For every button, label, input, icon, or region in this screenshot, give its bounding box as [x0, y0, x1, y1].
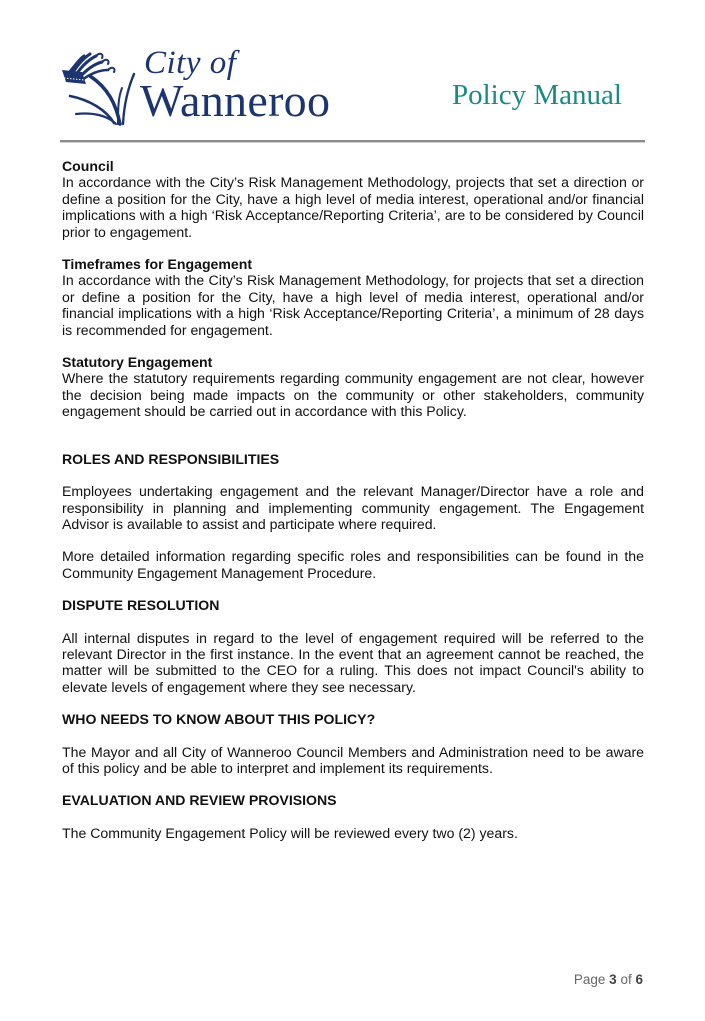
- of-label: of: [620, 972, 632, 987]
- document-body: [62, 158, 644, 841]
- section-statutory: [62, 354, 644, 420]
- policy-manual-title: Policy Manual: [452, 79, 622, 111]
- current-page-number: 3: [609, 972, 617, 987]
- paragraph-who-needs-to-know: The Mayor and all City of Wanneroo Council Members and Administration need to be aware of this policy and be able to interpret and implement its requirements.: [62, 743, 644, 776]
- paragraph-dispute-resolution: All internal disputes in regard to the level of engagement required will be referred to the relevant Director in the first instance. In the event that an agreement cannot be reached, the matter will be submitted to the CEO for a ruling. This does not impact Council's ability to elevate levels of engagement where they see necessary.: [62, 629, 644, 695]
- page-label: Page: [573, 972, 606, 987]
- heading-dispute-resolution: DISPUTE RESOLUTION: [62, 597, 220, 614]
- heading-roles-and-responsibilities: ROLES AND RESPONSIBILITIES: [62, 450, 280, 467]
- subheading-statutory: Statutory Engagement: [62, 354, 213, 371]
- page-number: [574, 972, 643, 987]
- city-of-wanneroo-logo: [60, 46, 330, 126]
- paragraph-roles-1: Employees undertaking engagement and the relevant Manager/Director have a role and responsibility in planning and implementing community engagement. The Engagement Advisor is available to assist and participate where required.: [62, 483, 644, 532]
- heading-who-needs-to-know: WHO NEEDS TO KNOW ABOUT THIS POLICY?: [62, 711, 376, 728]
- header-divider: [60, 140, 645, 143]
- section-timeframes: [62, 256, 644, 338]
- heading-evaluation-and-review: EVALUATION AND REVIEW PROVISIONS: [62, 792, 337, 809]
- logo-text-city-of: City of: [144, 45, 237, 81]
- subheading-council: Council: [62, 158, 114, 174]
- logo-text-wanneroo: Wanneroo: [140, 75, 331, 126]
- paragraph-statutory: Where the statutory requirements regarding community engagement are not clear, however the decision being made impacts on the community or other stakeholders, community engagement should be carried out in accordance with this Policy.: [62, 370, 644, 420]
- subheading-timeframes: Timeframes for Engagement: [62, 256, 253, 273]
- total-pages-number: 6: [635, 972, 643, 987]
- paragraph-roles-2: More detailed information regarding specific roles and responsibilities can be found in the Community Engagement Management Procedure.: [62, 548, 644, 581]
- paragraph-timeframes: In accordance with the City’s Risk Management Methodology, for projects that set a direction or define a position for the City, have a high level of media interest, operational and/or financial implications with a high ‘Risk Acceptance/Reporting Criteria’, a minimum of 28 days is recommended for engagement.: [62, 272, 644, 338]
- section-council: [62, 158, 644, 240]
- kangaroo-paw-flower-icon: [60, 48, 140, 126]
- paragraph-council: In accordance with the City’s Risk Management Methodology, projects that set a direction or define a position for the City, have a high level of media interest, operational and/or financial implications with a high ‘Risk Acceptance/Reporting Criteria’, are to be considered by Council prior to engagement.: [62, 174, 644, 240]
- paragraph-evaluation-and-review: The Community Engagement Policy will be reviewed every two (2) years.: [62, 824, 518, 841]
